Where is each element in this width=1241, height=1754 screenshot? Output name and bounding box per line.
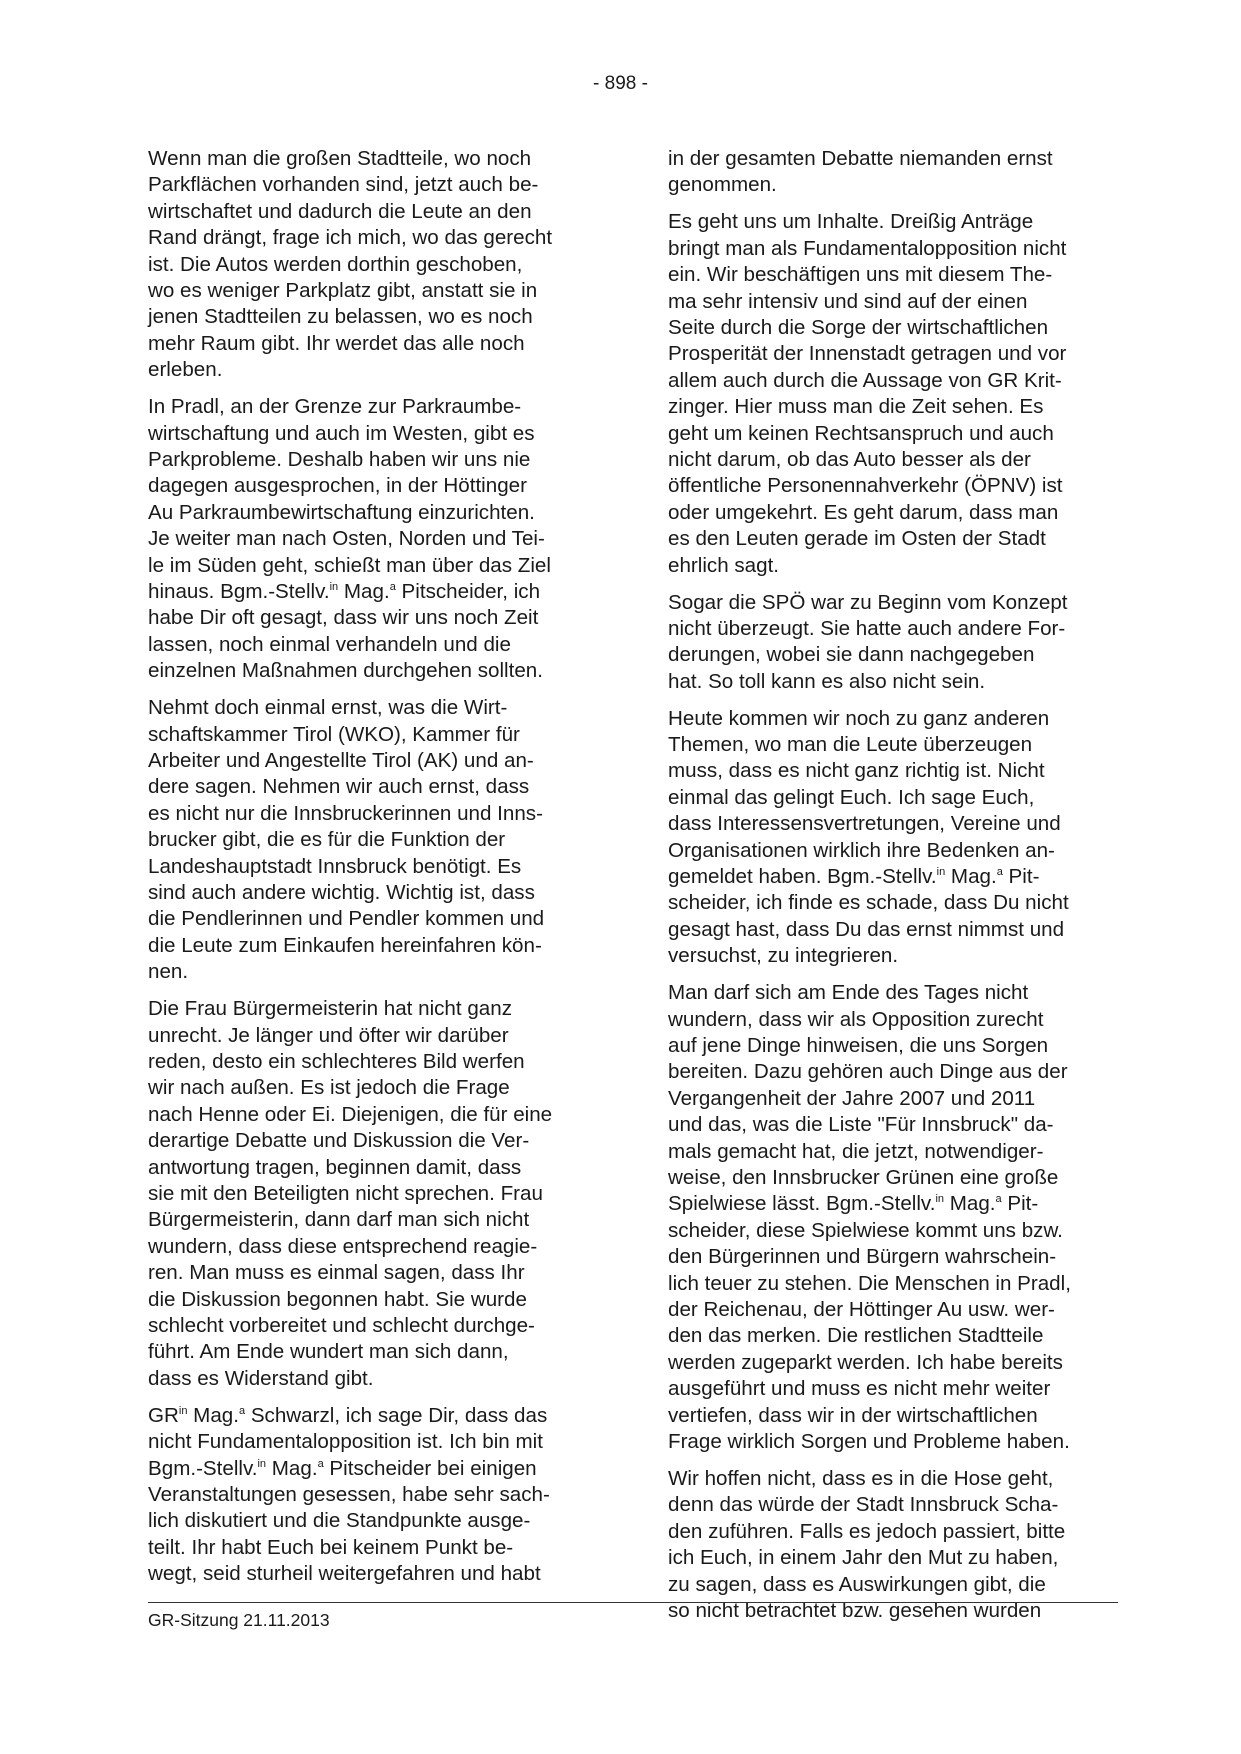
text-line: ren. Man muss es einmal sagen, dass Ihr xyxy=(148,1261,525,1285)
text-line: so nicht betrachtet bzw. gesehen wurden xyxy=(668,1599,1042,1623)
text-line: den das merken. Die restlichen Stadtteile xyxy=(668,1324,1044,1348)
text-line: die Pendlerinnen und Pendler kommen und xyxy=(148,907,545,931)
text-line: es nicht nur die Innsbruckerinnen und Inns- xyxy=(148,801,543,825)
text-line: führt. Am Ende wundert man sich dann, xyxy=(148,1340,509,1364)
paragraph xyxy=(148,695,593,985)
text-line: vertiefen, dass wir in der wirtschaftlichen xyxy=(668,1403,1038,1427)
text-line: bereiten. Dazu gehören auch Dinge aus der xyxy=(668,1060,1068,1084)
text-line: mehr Raum gibt. Ihr werdet das alle noch xyxy=(148,331,525,355)
footer-session-date: GR-Sitzung 21.11.2013 xyxy=(148,1610,330,1630)
text-line: Parkflächen vorhanden sind, jetzt auch be- xyxy=(148,173,539,197)
text-line: weise, den Innsbrucker Grünen eine große xyxy=(668,1166,1059,1190)
text-line: Wenn man die großen Stadtteile, wo noch xyxy=(148,147,532,170)
text-line: Vergangenheit der Jahre 2007 und 2011 xyxy=(668,1086,1036,1110)
text-line: genommen. xyxy=(668,173,777,197)
text-line: hinaus. Bgm.-Stellv.$^{in}$ Mag.$^a$ Pitscheider, ich xyxy=(148,580,541,603)
text-line: Nehmt doch einmal ernst, was die Wirt- xyxy=(148,696,508,720)
text-line: versuchst, zu integrieren. xyxy=(668,944,899,968)
text-line: schlecht vorbereitet und schlecht durchge- xyxy=(148,1313,535,1337)
text-line: wundern, dass diese entsprechend reagie- xyxy=(148,1234,538,1258)
text-line: Die Frau Bürgermeisterin hat nicht ganz xyxy=(148,997,512,1021)
text-line: wirtschaftet und dadurch die Leute an den xyxy=(148,199,532,223)
text-line: werden zugeparkt werden. Ich habe bereits xyxy=(668,1350,1063,1374)
text-line: nicht Fundamentalopposition ist. Ich bin mit xyxy=(148,1430,543,1454)
text-line: ehrlich sagt. xyxy=(668,553,780,577)
text-line: Es geht uns um Inhalte. Dreißig Anträge xyxy=(668,210,1034,234)
text-line: lich diskutiert und die Standpunkte ausge- xyxy=(148,1509,531,1533)
text-line: den zuführen. Falls es jedoch passiert, bitte xyxy=(668,1519,1066,1543)
text-line: ausgeführt und muss es nicht mehr weiter xyxy=(668,1377,1051,1401)
text-line: allem auch durch die Aussage von GR Krit- xyxy=(668,368,1062,392)
text-line: in der gesamten Debatte niemanden ernst xyxy=(668,147,1053,170)
text-line: zinger. Hier muss man die Zeit sehen. Es xyxy=(668,395,1044,419)
text-line: le im Süden geht, schießt man über das Ziel xyxy=(148,553,551,577)
text-line: derartige Debatte und Diskussion die Ver- xyxy=(148,1129,530,1153)
text-line: Bgm.-Stellv.$^{in}$ Mag.$^a$ Pitscheider bei einigen xyxy=(148,1456,537,1480)
paragraph xyxy=(668,980,1120,1455)
text-line: gemeldet haben. Bgm.-Stellv.$^{in}$ Mag.$^a$ Pit- xyxy=(668,865,1040,889)
text-line: Parkprobleme. Deshalb haben wir uns nie xyxy=(148,447,531,471)
text-line: Wir hoffen nicht, dass es in die Hose geht, xyxy=(668,1467,1054,1490)
text-line: $GR^{in}$ Mag.$^a$ Schwarzl, ich sage Dir, dass das xyxy=(148,1403,548,1427)
paragraph xyxy=(148,1403,593,1588)
text-line: wir nach außen. Es ist jedoch die Frage xyxy=(148,1076,510,1100)
text-line: reden, desto ein schlechteres Bild werfen xyxy=(148,1049,525,1073)
text-line: Bürgermeisterin, dann darf man sich nicht xyxy=(148,1208,530,1232)
text-line: nach Henne oder Ei. Diejenigen, die für eine xyxy=(148,1102,553,1126)
text-line: Arbeiter und Angestellte Tirol (AK) und an- xyxy=(148,748,534,772)
paragraph xyxy=(668,590,1120,696)
text-line: den Bürgerinnen und Bürgern wahrschein- xyxy=(668,1245,1057,1269)
text-line: und das, was die Liste "Für Innsbruck" da- xyxy=(668,1113,1054,1137)
right-column xyxy=(668,146,1120,1635)
footer-divider xyxy=(148,1602,1118,1603)
text-line: wo es weniger Parkplatz gibt, anstatt sie in xyxy=(148,279,538,303)
text-line: erleben. xyxy=(148,358,223,382)
paragraph xyxy=(148,996,593,1392)
paragraph xyxy=(668,146,1120,199)
text-line: habe Dir oft gesagt, dass wir uns noch Zeit xyxy=(148,606,539,630)
text-line: zu sagen, dass es Auswirkungen gibt, die xyxy=(668,1572,1046,1596)
text-line: brucker gibt, die es für die Funktion der xyxy=(148,828,506,852)
text-line: Landeshauptstadt Innsbruck benötigt. Es xyxy=(148,854,522,878)
text-line: einmal das gelingt Euch. Ich sage Euch, xyxy=(668,785,1035,809)
text-line: die Diskussion begonnen habt. Sie wurde xyxy=(148,1287,527,1311)
text-line: Je weiter man nach Osten, Norden und Tei- xyxy=(148,527,545,551)
text-line: gesagt hast, dass Du das ernst nimmst und xyxy=(668,917,1065,941)
paragraph xyxy=(148,394,593,684)
paragraph xyxy=(148,146,593,384)
paragraph xyxy=(668,1466,1120,1624)
paragraph xyxy=(668,209,1120,579)
text-line: sind auch andere wichtig. Wichtig ist, dass xyxy=(148,880,535,904)
text-line: Sogar die SPÖ war zu Beginn vom Konzept xyxy=(668,590,1068,614)
text-line: nicht überzeugt. Sie hatte auch andere For- xyxy=(668,616,1066,640)
left-column xyxy=(148,146,593,1598)
page-number: - 898 - xyxy=(593,73,648,94)
text-line: wegt, seid sturheil weitergefahren und habt xyxy=(148,1562,541,1586)
text-line: bringt man als Fundamentalopposition nicht xyxy=(668,236,1067,260)
text-line: Themen, wo man die Leute überzeugen xyxy=(668,733,1033,757)
text-line: geht um keinen Rechtsanspruch und auch xyxy=(668,421,1054,445)
text-line: scheider, diese Spielwiese kommt uns bzw. xyxy=(668,1218,1063,1242)
text-line: Spielwiese lässt. Bgm.-Stellv.$^{in}$ Mag.$^a$ Pit- xyxy=(668,1192,1039,1216)
text-line: scheider, ich finde es schade, dass Du nicht xyxy=(668,891,1069,915)
text-line: mals gemacht hat, die jetzt, notwendiger- xyxy=(668,1139,1044,1163)
text-line: dagegen ausgesprochen, in der Höttinger xyxy=(148,474,527,498)
text-line: dass es Widerstand gibt. xyxy=(148,1366,374,1390)
text-line: ist. Die Autos werden dorthin geschoben, xyxy=(148,252,523,276)
text-line: es den Leuten gerade im Osten der Stadt xyxy=(668,527,1046,551)
text-line: öffentliche Personennahverkehr (ÖPNV) ist xyxy=(668,474,1063,498)
text-line: wirtschaftung und auch im Westen, gibt es xyxy=(148,421,535,445)
text-line: wundern, dass wir als Opposition zurecht xyxy=(668,1007,1044,1031)
text-line: oder umgekehrt. Es geht darum, dass man xyxy=(668,500,1059,524)
text-line: dass Interessensvertretungen, Vereine und xyxy=(668,812,1061,836)
text-line: ma sehr intensiv und sind auf der einen xyxy=(668,289,1028,313)
text-line: einzelnen Maßnahmen durchgehen sollten. xyxy=(148,659,543,683)
text-line: Seite durch die Sorge der wirtschaftlichen xyxy=(668,315,1049,339)
text-line: sie mit den Beteiligten nicht sprechen. Frau xyxy=(148,1181,543,1205)
text-line: Man darf sich am Ende des Tages nicht xyxy=(668,981,1029,1005)
text-line: jenen Stadtteilen zu belassen, wo es noch xyxy=(148,305,533,329)
text-line: Heute kommen wir noch zu ganz anderen xyxy=(668,706,1050,730)
text-line: antwortung tragen, beginnen damit, dass xyxy=(148,1155,522,1179)
text-line: muss, dass es nicht ganz richtig ist. Nicht xyxy=(668,759,1045,783)
text-line: unrecht. Je länger und öfter wir darüber xyxy=(148,1023,509,1047)
text-line: Au Parkraumbewirtschaftung einzurichten. xyxy=(148,500,535,524)
text-line: denn das würde der Stadt Innsbruck Scha- xyxy=(668,1493,1059,1517)
text-line: lich teuer zu stehen. Die Menschen in Pradl, xyxy=(668,1271,1071,1295)
text-line: der Reichenau, der Höttinger Au usw. wer- xyxy=(668,1298,1055,1322)
text-line: ein. Wir beschäftigen uns mit diesem The- xyxy=(668,263,1053,287)
text-line: dere sagen. Nehmen wir auch ernst, dass xyxy=(148,775,530,799)
text-line: auf jene Dinge hinweisen, die uns Sorgen xyxy=(668,1034,1049,1057)
text-line: Prosperität der Innenstadt getragen und vor xyxy=(668,342,1067,366)
text-line: derungen, wobei sie dann nachgegeben xyxy=(668,643,1035,667)
text-line: Veranstaltungen gesessen, habe sehr sach- xyxy=(148,1482,550,1506)
text-line: die Leute zum Einkaufen hereinfahren kön- xyxy=(148,933,542,957)
text-line: nicht darum, ob das Auto besser als der xyxy=(668,447,1031,471)
text-line: Frage wirklich Sorgen und Probleme haben. xyxy=(668,1430,1070,1454)
text-line: hat. So toll kann es also nicht sein. xyxy=(668,669,986,693)
text-line: lassen, noch einmal verhandeln und die xyxy=(148,632,511,656)
text-line: teilt. Ihr habt Euch bei keinem Punkt be- xyxy=(148,1535,514,1559)
paragraph xyxy=(668,706,1120,970)
text-line: In Pradl, an der Grenze zur Parkraumbe- xyxy=(148,395,522,419)
text-line: ich Euch, in einem Jahr den Mut zu haben, xyxy=(668,1546,1059,1570)
text-line: nen. xyxy=(148,960,189,984)
text-line: Rand drängt, frage ich mich, wo das gerecht xyxy=(148,226,553,250)
text-line: schaftskammer Tirol (WKO), Kammer für xyxy=(148,722,520,746)
text-line: Organisationen wirklich ihre Bedenken an- xyxy=(668,838,1055,862)
